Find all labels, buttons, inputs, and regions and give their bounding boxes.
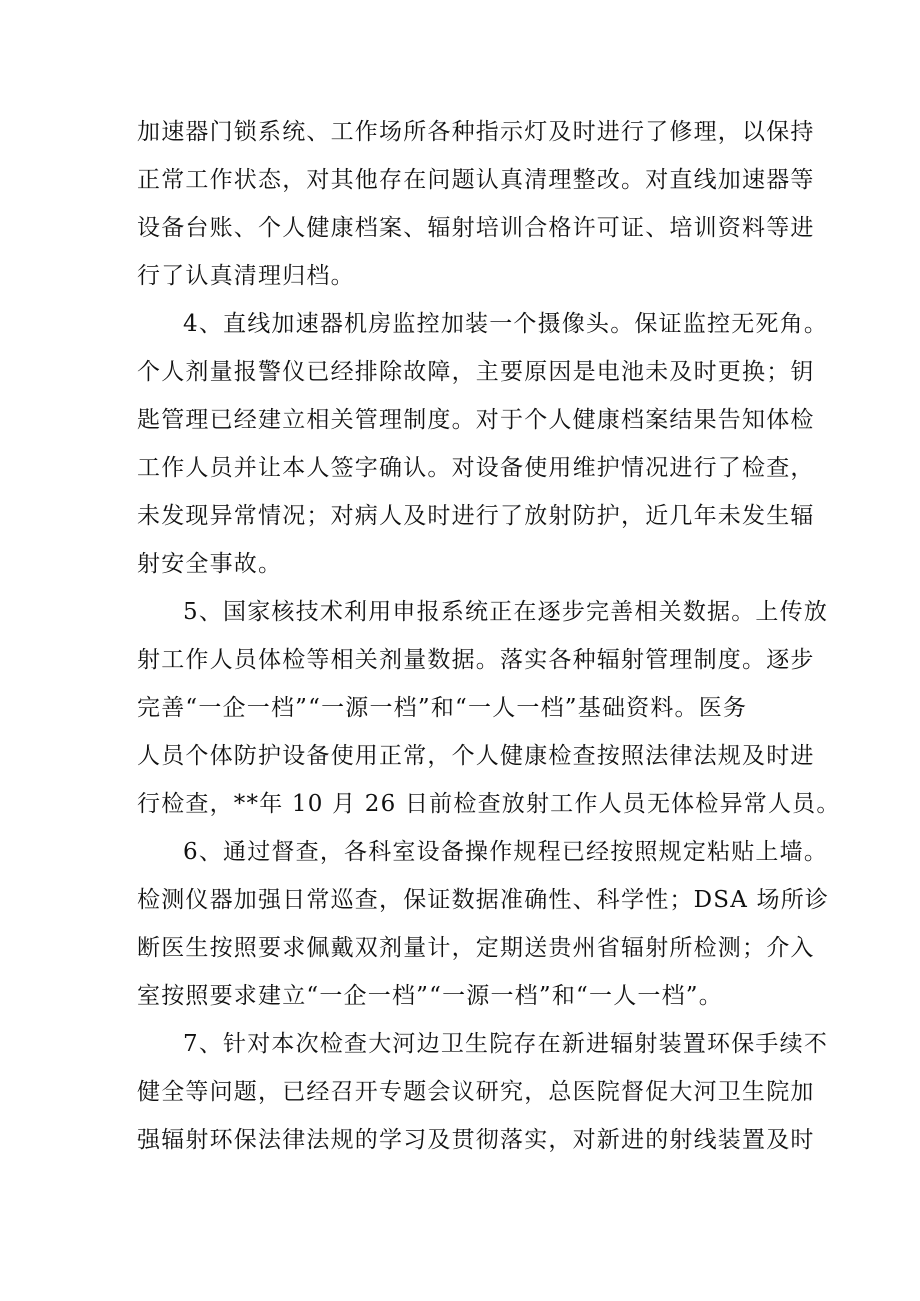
text-line: 未发现异常情况；对病人及时进行了放射防护，近几年未发生辐 <box>137 503 815 529</box>
text-line: 人员个体防护设备使用正常，个人健康检查按照法律法规及时进 <box>137 743 815 769</box>
text-line: 设备台账、个人健康档案、辐射培训合格许可证、培训资料等进 <box>137 215 815 241</box>
text-line: 6、通过督查，各科室设备操作规程已经按照规定粘贴上墙。 <box>183 839 829 865</box>
text-line: 射安全事故。 <box>137 551 283 577</box>
text-line: 行了认真清理归档。 <box>137 263 355 289</box>
text-line: 4、直线加速器机房监控加装一个摄像头。保证监控无死角。 <box>183 311 829 337</box>
text-line: 断医生按照要求佩戴双剂量计，定期送贵州省辐射所检测；介入 <box>137 935 815 961</box>
text-line: 强辐射环保法律法规的学习及贯彻落实，对新进的射线装置及时 <box>137 1127 815 1153</box>
text-line: 加速器门锁系统、工作场所各种指示灯及时进行了修理，以保持 <box>137 119 815 145</box>
text-line: 完善“一企一档”“一源一档”和“一人一档”基础资料。医务 <box>137 695 748 721</box>
text-line: 射工作人员体检等相关剂量数据。落实各种辐射管理制度。逐步 <box>137 647 815 673</box>
text-line: 7、针对本次检查大河边卫生院存在新进辐射装置环保手续不 <box>183 1031 829 1057</box>
text-line: 正常工作状态，对其他存在问题认真清理整改。对直线加速器等 <box>137 167 815 193</box>
text-line: 个人剂量报警仪已经排除故障，主要原因是电池未及时更换；钥 <box>137 359 815 385</box>
text-line: 匙管理已经建立相关管理制度。对于个人健康档案结果告知体检 <box>137 407 815 433</box>
text-line: 5、国家核技术利用申报系统正在逐步完善相关数据。上传放 <box>183 599 829 625</box>
text-line: 行检查，**年 10 月 26 日前检查放射工作人员无体检异常人员。 <box>137 791 841 817</box>
text-line: 健全等问题，已经召开专题会议研究，总医院督促大河卫生院加 <box>137 1079 815 1105</box>
text-line: 室按照要求建立“一企一档”“一源一档”和“一人一档”。 <box>137 983 723 1009</box>
text-line: 检测仪器加强日常巡查，保证数据准确性、科学性；DSA 场所诊 <box>137 887 830 913</box>
text-line: 工作人员并让本人签字确认。对设备使用维护情况进行了检查， <box>137 455 815 481</box>
